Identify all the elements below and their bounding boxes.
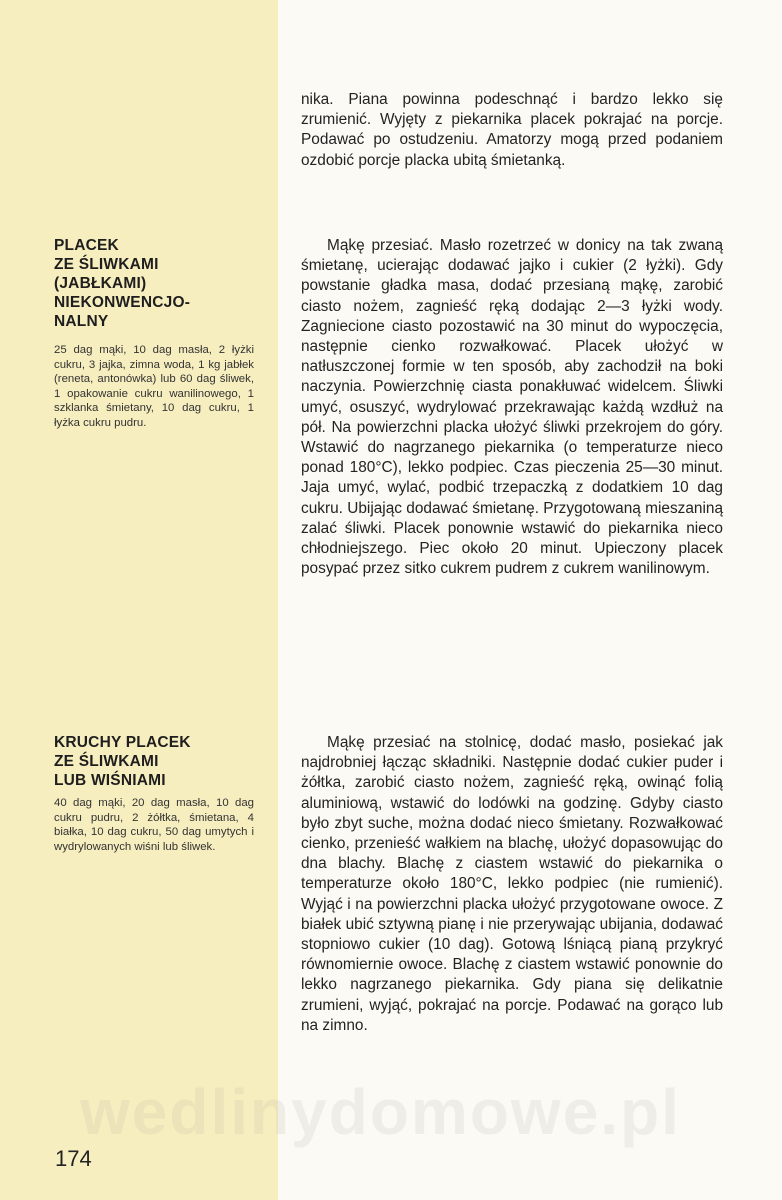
page-number: 174 [55,1146,92,1171]
recipe-ingredients-2: 40 dag mąki, 20 dag masła, 10 dag cukru pudru, 2 żółtka, śmietana, 4 białka, 10 dag cukru, 50 dag umytych i wydrylowanych wiśni lub śliwek. [54,797,254,853]
sidebar-band [0,0,278,1200]
recipe-title-1: PLACEK ZE ŚLIWKAMI (JABŁKAMI) NIEKONWENCJO- NALNY [54,237,191,330]
watermark-text: wedlinydomowe.pl [80,1076,681,1148]
recipe-method-1: Mąkę przesiać. Masło rozetrzeć w donicy na tak zwaną śmietanę, ucierając dodawać jajko i cukier (2 łyżki). Gdy powstanie gładka masa, dodać przesianą mąkę, zarobić ciasto nożem, zagnieść ręką dodając 2—3 łyżki wody. Zagniecione ciasto pozostawić na 30 minut do wypoczęcia, następnie cienko rozwałkować. Placek ułożyć w natłuszczonej formie w ten sposób, aby zachodził na boki naczynia. Powierzchnię ciasta ponakłuwać widelcem. Śliwki umyć, osuszyć, wydrylować przekrawając każdą wzdłuż na pół. Na powierzchni placka ułożyć śliwki przekrojem do góry. Wstawić do nagrzanego piekarnika (o temperaturze nieco ponad 180°C), lekko podpiec. Czas pieczenia 25—30 minut. Jaja umyć, wylać, podbić trzepaczką z dodatkiem 10 dag cukru. Ubijając dodawać śmietanę. Przygotowaną mieszaniną zalać śliwki. Placek ponownie wstawić do piekarnika nieco chłodniejszego. Piec około 20 minut. Upieczony placek posypać przez sitko cukrem pudrem z cukrem wanilinowym. [301,237,723,578]
intro-paragraph: nika. Piana powinna podeschnąć i bardzo lekko się zrumienić. Wyjęty z piekarnika placek pokrajać na porcje. Podawać po ostudzeniu. Amatorzy mogą przed podaniem ozdobić porcje placka ubitą śmietanką. [301,91,723,169]
recipe-ingredients-1: 25 dag mąki, 10 dag masła, 2 łyżki cukru, 3 jajka, zimna woda, 1 kg jabłek (reneta, antonówka) lub 60 dag śliwek, 1 opakowanie cukru wanilinowego, 1 szklanka śmietany, 10 dag cukru, 1 łyżka cukru pudru. [54,344,254,429]
recipe-title-2: KRUCHY PLACEK ZE ŚLIWKAMI LUB WIŚNIAMI [54,734,191,789]
recipe-method-2: Mąkę przesiać na stolnicę, dodać masło, posiekać jak najdrobniej łącząc składniki. Następnie dodać cukier puder i żółtka, zarobić ciasto nożem, zagnieść ręką, owinąć folią aluminiową, wstawić do lodówki na godzinę. Gdyby ciasto było zbyt suche, można dodać nieco śmietany. Rozwałkować cienko, przenieść wałkiem na blachę, ułożyć dopasowując do dna blachy. Blachę z ciastem wstawić do piekarnika o temperaturze około 180°C, lekko podpiec (nie rumienić). Wyjąć i na powierzchni placka ułożyć przygotowane owoce. Z białek ubić sztywną pianę i nie przerywając ubijania, dodawać stopniowo cukier (10 dag). Gotową lśniącą pianą przykryć równomiernie owoce. Blachę z ciastem wstawić ponownie do lekko nagrzanego piekarnika. Gdy piana się delikatnie zrumieni, wyjąć, pokrajać na porcje. Podawać na gorąco lub na zimno. [301,734,723,1034]
